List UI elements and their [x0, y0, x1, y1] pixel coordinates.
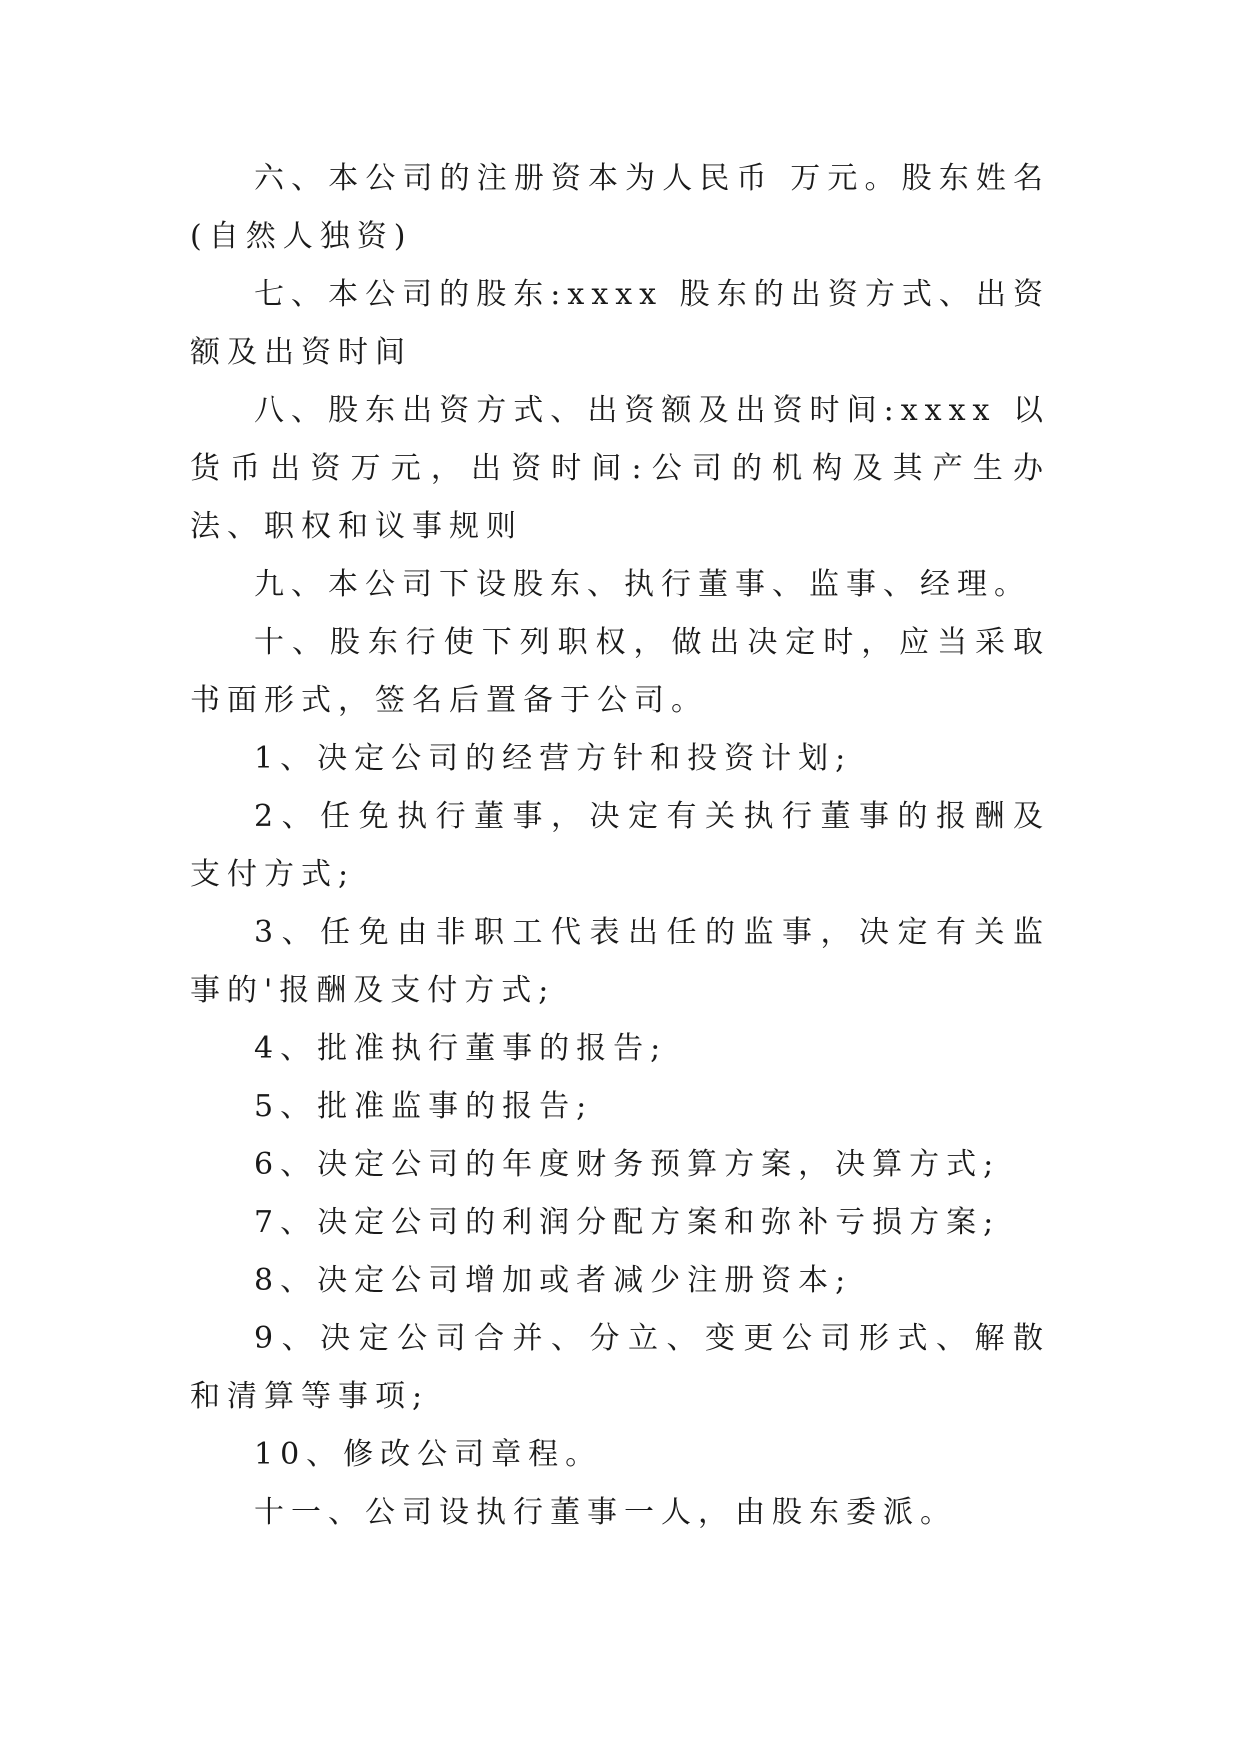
paragraph-7-shareholder: 七、本公司的股东:xxxx 股东的出资方式、出资额及出资时间 [190, 277, 1050, 370]
list-item-8: 8、决定公司增加或者减少注册资本; [254, 1263, 853, 1298]
document-body [190, 150, 1050, 1542]
list-item-6: 6、决定公司的年度财务预算方案，决算方式; [254, 1147, 1001, 1182]
paragraph-10-shareholder-powers: 十、股东行使下列职权，做出决定时，应当采取书面形式，签名后置备于公司。 [190, 625, 1050, 718]
list-item-10: 10、修改公司章程。 [254, 1437, 603, 1472]
paragraph-6-registered-capital: 六、本公司的注册资本为人民币 万元。股东姓名(自然人独资) [190, 161, 1050, 254]
list-item-5: 5、批准监事的报告; [254, 1089, 594, 1124]
paragraph-9-organization: 九、本公司下设股东、执行董事、监事、经理。 [254, 567, 1031, 602]
list-item-1: 1、决定公司的经营方针和投资计划; [254, 741, 853, 776]
paragraph-11-executive-director: 十一、公司设执行董事一人，由股东委派。 [254, 1495, 957, 1530]
list-item-3: 3、任免由非职工代表出任的监事，决定有关监事的'报酬及支付方式; [190, 915, 1050, 1008]
list-item-4: 4、批准执行董事的报告; [254, 1031, 668, 1066]
list-item-7: 7、决定公司的利润分配方案和弥补亏损方案; [254, 1205, 1001, 1240]
list-item-2: 2、任免执行董事，决定有关执行董事的报酬及支付方式; [190, 799, 1050, 892]
list-item-9: 9、决定公司合并、分立、变更公司形式、解散和清算等事项; [190, 1321, 1050, 1414]
paragraph-8-capital-contribution: 八、股东出资方式、出资额及出资时间:xxxx 以货币出资万元，出资时间:公司的机构及其产生办法、职权和议事规则 [190, 393, 1050, 544]
